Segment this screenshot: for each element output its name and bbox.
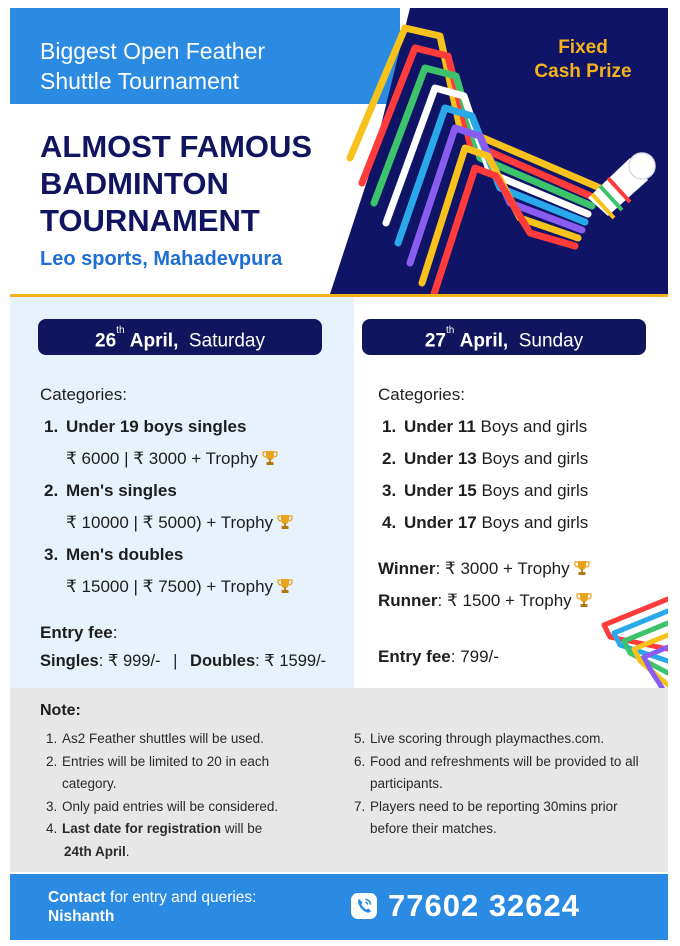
fee-separator: | bbox=[173, 652, 178, 670]
note-item bbox=[354, 796, 650, 841]
day2-date-pill bbox=[362, 319, 646, 355]
contact-name: Nishanth bbox=[48, 908, 115, 925]
runner-label: Runner bbox=[378, 591, 438, 610]
prize-text: ₹ 10000 | ₹ 5000) + Trophy bbox=[66, 513, 274, 532]
category-item bbox=[44, 481, 177, 501]
note-text: As2 Feather shuttles will be used. bbox=[62, 731, 264, 746]
note-number: 3. bbox=[46, 798, 58, 814]
note-text: Entries will be limited to 20 in each category. bbox=[62, 753, 270, 791]
day-suffix: th bbox=[116, 325, 125, 336]
trophy-icon bbox=[277, 514, 293, 530]
entry-fee-values bbox=[40, 651, 326, 671]
prize-line bbox=[66, 577, 293, 597]
entry-fee-colon: : bbox=[112, 623, 118, 642]
category-group: Boys and girls bbox=[476, 449, 589, 468]
weekday: Saturday bbox=[188, 330, 265, 352]
day1-date-pill bbox=[38, 319, 322, 355]
note-number: 2. bbox=[46, 753, 58, 769]
category-item bbox=[44, 545, 183, 565]
category-item bbox=[44, 417, 246, 437]
trophy-icon bbox=[277, 578, 293, 594]
notes-list-right bbox=[354, 728, 650, 841]
contact-footer bbox=[10, 874, 668, 940]
title-line: TOURNAMENT bbox=[40, 203, 260, 238]
contact-label: Contact bbox=[48, 889, 106, 906]
note-text: will be bbox=[221, 821, 263, 836]
contact-line bbox=[48, 888, 256, 907]
winner-label: Winner bbox=[378, 559, 436, 578]
category-name: Men's doubles bbox=[66, 545, 184, 564]
item-number: 4. bbox=[382, 513, 397, 532]
trophy-icon bbox=[262, 450, 278, 466]
category-age: Under 17 bbox=[404, 513, 477, 532]
subtitle-line: Biggest Open Feather bbox=[40, 38, 266, 64]
note-item bbox=[46, 728, 326, 751]
prize-text: ₹ 6000 | ₹ 3000 + Trophy bbox=[66, 449, 258, 468]
category-group: Boys and girls bbox=[475, 417, 588, 436]
entry-fee bbox=[378, 647, 499, 667]
subtitle-line: Shuttle Tournament bbox=[40, 68, 240, 94]
poster bbox=[10, 8, 668, 940]
entry-fee-value: : 799/- bbox=[450, 647, 499, 666]
title-line: BADMINTON bbox=[40, 166, 229, 201]
note-number: 6. bbox=[354, 753, 366, 769]
winner-value: : ₹ 3000 + Trophy bbox=[435, 559, 570, 578]
note-item bbox=[354, 751, 650, 796]
notes-list-left bbox=[46, 728, 326, 863]
month: April, bbox=[459, 330, 509, 352]
note-item bbox=[354, 728, 650, 751]
runner-prize bbox=[378, 591, 592, 611]
prize-line bbox=[66, 449, 278, 469]
note-item bbox=[46, 796, 326, 819]
category-name: Under 19 boys singles bbox=[66, 417, 247, 436]
category-item bbox=[382, 417, 587, 437]
cash-prize-label bbox=[510, 36, 656, 84]
item-number: 3. bbox=[44, 545, 59, 564]
item-number: 1. bbox=[44, 417, 59, 436]
item-number: 2. bbox=[382, 449, 397, 468]
note-item bbox=[46, 751, 326, 796]
prize-line: Fixed bbox=[558, 37, 608, 58]
item-number: 1. bbox=[382, 417, 397, 436]
title-line: ALMOST FAMOUS bbox=[40, 129, 313, 164]
day2-column bbox=[354, 297, 668, 688]
day-suffix: th bbox=[445, 325, 455, 336]
day-number: 26 bbox=[95, 330, 117, 352]
prize-line bbox=[66, 513, 293, 533]
prize-line: Cash Prize bbox=[534, 61, 632, 82]
contact-text: for entry and queries: bbox=[105, 889, 257, 906]
phone-contact[interactable] bbox=[350, 886, 580, 926]
note-number: 5. bbox=[354, 731, 366, 746]
note-tail: . bbox=[125, 843, 130, 859]
note-date: 24th April bbox=[64, 843, 126, 859]
entry-fee-label bbox=[40, 623, 117, 643]
singles-fee: : ₹ 999/- bbox=[98, 652, 161, 670]
notes-section bbox=[10, 688, 668, 872]
note-text: Only paid entries will be considered. bbox=[62, 798, 279, 814]
singles-label: Singles bbox=[40, 652, 99, 670]
item-number: 3. bbox=[382, 481, 397, 500]
poster-header bbox=[10, 8, 668, 294]
runner-value: : ₹ 1500 + Trophy bbox=[437, 591, 572, 610]
tournament-subtitle bbox=[40, 36, 370, 96]
note-text: Live scoring through playmacthes.com. bbox=[370, 731, 605, 746]
note-item bbox=[46, 818, 326, 863]
category-item bbox=[382, 513, 588, 533]
day1-column bbox=[10, 297, 354, 688]
categories-label: Categories: bbox=[40, 385, 127, 404]
entry-fee-label: Entry fee bbox=[378, 647, 451, 666]
category-age: Under 15 bbox=[404, 481, 477, 500]
weekday: Sunday bbox=[518, 330, 584, 352]
venue: Leo sports, Mahadevpura bbox=[40, 248, 283, 270]
winner-prize bbox=[378, 559, 590, 579]
contact-info bbox=[48, 888, 256, 926]
doubles-label: Doubles bbox=[190, 652, 256, 670]
notes-heading: Note: bbox=[40, 702, 81, 719]
category-group: Boys and girls bbox=[476, 513, 589, 532]
category-item bbox=[382, 481, 588, 501]
category-age: Under 11 bbox=[404, 417, 476, 436]
entry-fee-text: Entry fee bbox=[40, 623, 113, 642]
contact-name-line bbox=[48, 907, 256, 926]
phone-number[interactable]: 77602 32624 bbox=[388, 888, 581, 923]
tournament-title bbox=[40, 128, 360, 239]
note-number: 1. bbox=[46, 731, 58, 746]
category-age: Under 13 bbox=[404, 449, 477, 468]
categories-label: Categories: bbox=[378, 385, 465, 404]
trophy-icon bbox=[574, 560, 590, 576]
note-number: 7. bbox=[354, 798, 366, 814]
month: April, bbox=[129, 330, 179, 352]
note-number: 4. bbox=[46, 821, 58, 836]
category-name: Men's singles bbox=[66, 481, 177, 500]
item-number: 2. bbox=[44, 481, 59, 500]
category-item bbox=[382, 449, 588, 469]
note-bold: Last date for registration bbox=[62, 821, 222, 836]
note-text: Players need to be reporting 30mins prior before their matches. bbox=[370, 798, 618, 836]
day-number: 27 bbox=[424, 330, 446, 352]
prize-text: ₹ 15000 | ₹ 7500) + Trophy bbox=[66, 577, 274, 596]
category-group: Boys and girls bbox=[476, 481, 589, 500]
note-text: Food and refreshments will be provided to all participants. bbox=[370, 753, 639, 791]
phone-icon bbox=[350, 892, 378, 920]
doubles-fee: : ₹ 1599/- bbox=[255, 652, 327, 670]
